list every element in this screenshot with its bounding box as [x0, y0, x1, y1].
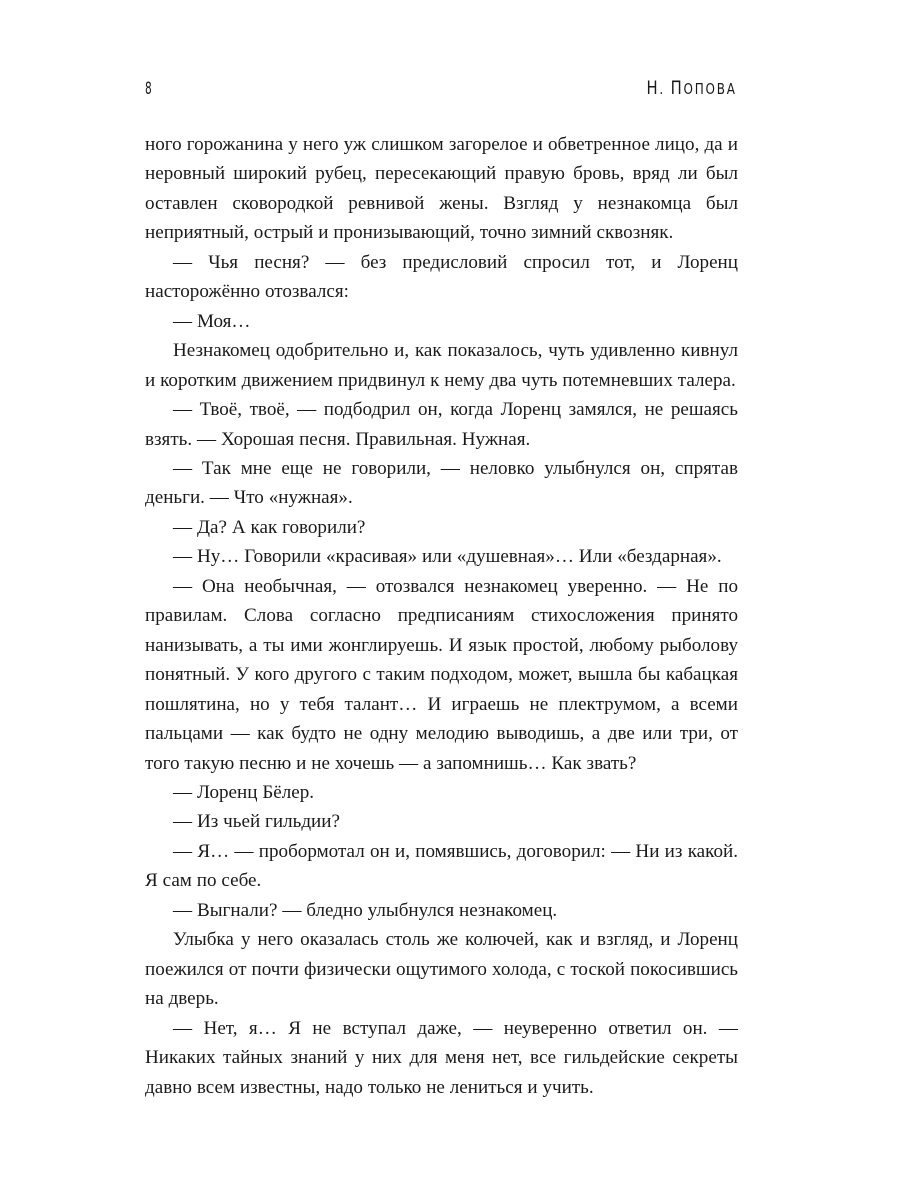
paragraph-dialogue: — Ну… Говорили «красивая» или «душевная»… Или «бездарная». — [173, 546, 722, 568]
paragraph-dialogue: — Нет, я… Я не вступал даже, — неуверенно ответил он. — Никаких тайных знаний у них для меня нет, все гильдейские секреты давно всем известны, надо только не лениться и учить. — [145, 1017, 738, 1098]
author-running-head: Н. ПОПОВА — [646, 78, 737, 99]
paragraph-dialogue: — Да? А как говорили? — [173, 516, 366, 538]
paragraph-dialogue: — Лоренц Бёлер. — [173, 781, 315, 803]
paragraph-dialogue: — Моя… — [173, 310, 251, 332]
running-header — [145, 80, 737, 106]
paragraph-narration: Улыбка у него оказалась столь же колючей, как и взгляд, и Лоренц поежился от почти физически ощутимого холода, с тоской покосившись на дверь. — [145, 929, 738, 1010]
paragraph-narration: Незнакомец одобрительно и, как показалось, чуть удивленно кивнул и коротким движением придвинул к нему два чуть потемневших талера. — [145, 340, 738, 391]
paragraph-dialogue: — Твоё, твоё, — подбодрил он, когда Лоренц замялся, не решаясь взять. — Хорошая песня. Правильная. Нужная. — [145, 399, 738, 450]
paragraph-dialogue: — Выгнали? — бледно улыбнулся незнакомец. — [173, 899, 558, 921]
paragraph-continuation: ного горожанина у него уж слишком загорелое и обветренное лицо, да и неровный широкий рубец, пересекающий правую бровь, вряд ли был оставлен сковородкой ревнивой жены. Взгляд у незнакомца был неприятный, острый и пронизывающий, точно зимний сквозняк. — [145, 134, 738, 244]
paragraph-dialogue: — Из чьей гильдии? — [173, 811, 340, 833]
paragraph-dialogue: — Так мне еще не говорили, — неловко улыбнулся он, спрятав деньги. — Что «нужная». — [145, 457, 738, 509]
paragraph-dialogue: — Чья песня? — без предисловий спросил тот, и Лоренц насторожённо отозвался: — [145, 251, 738, 303]
paragraph-dialogue: — Я… — пробормотал он и, помявшись, договорил: — Ни из какой. Я сам по себе. — [145, 840, 738, 892]
body-text-column — [145, 130, 738, 1102]
page-number: 8 — [145, 79, 152, 99]
paragraph-dialogue: — Она необычная, — отозвался незнакомец уверенно. — Не по правилам. Слова согласно предписаниям стихосложения принято нанизывать, а ты ими жонглируешь. И язык простой, любому рыболову понятный. У кого другого с таким подходом, может, вышла бы кабацкая пошлятина, но у тебя талант… И играешь не плектрумом, а всеми пальцами — как будто не одну мелодию выводишь, а две или три, от того такую песню и не хочешь — а запомнишь… Как звать? — [145, 575, 738, 774]
